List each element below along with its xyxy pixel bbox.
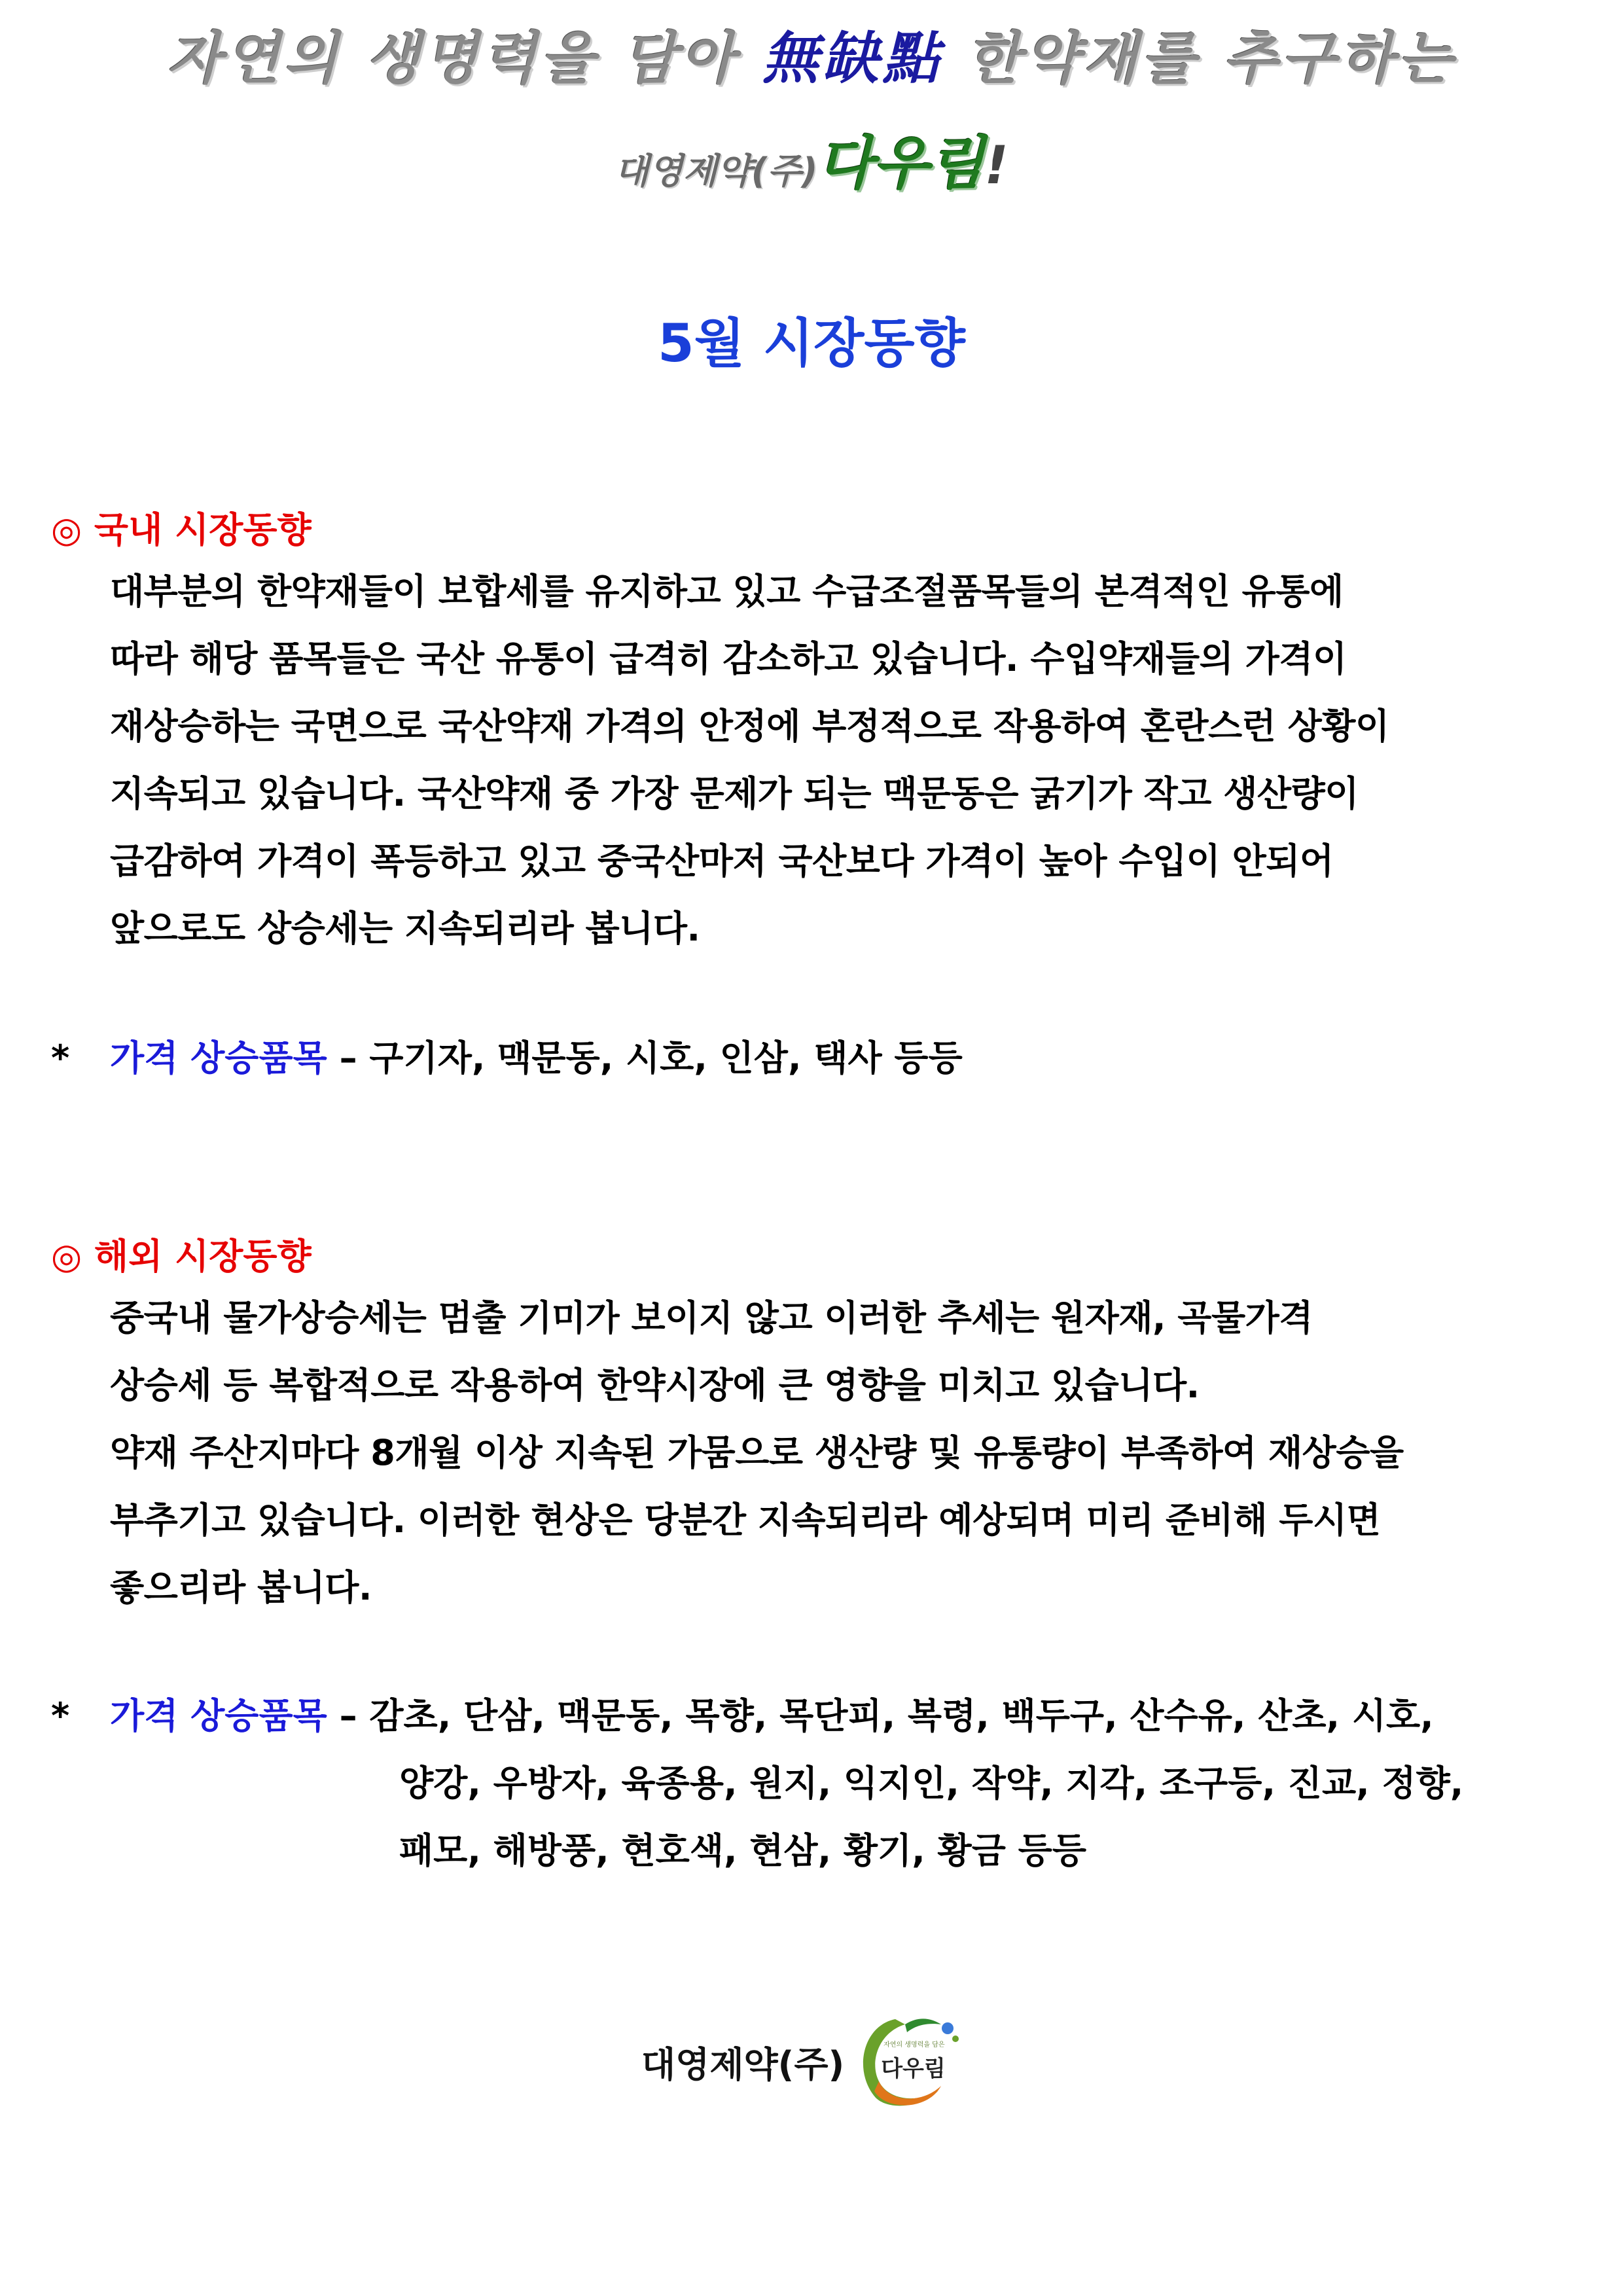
footer-logo [641, 2009, 967, 2114]
domestic-line: 지속되고 있습니다. 국산약재 중 가장 문제가 되는 맥문동은 굵기가 작고 생산량이 [110, 773, 1359, 814]
domestic-line: 대부분의 한약재들이 보합세를 유지하고 있고 수급조절품목들의 본격적인 유통에 [110, 571, 1344, 612]
overseas-line: 좋으리라 봅니다. [110, 1567, 372, 1608]
domestic-line: 따라 해당 품목들은 국산 유통이 급격히 감소하고 있습니다. 수입약재들의 가격이 [110, 638, 1347, 679]
domestic-price-items [51, 1024, 963, 1092]
banner-company: 대영제약(주) [615, 151, 818, 192]
overseas-line: 중국내 물가상승세는 멈출 기미가 보이지 않고 이러한 추세는 원자재, 곡물가격 [110, 1297, 1313, 1338]
page-title: 5월 시장동향 [658, 313, 965, 374]
overseas-line: 약재 주산지마다 8개월 이상 지속된 가뭄으로 생산량 및 유통량이 부족하여 재상승을 [110, 1432, 1404, 1473]
bullet-star: * [51, 1037, 70, 1079]
banner-slogan [0, 20, 1623, 98]
banner-slogan-part2: 한약재를 추구하는 [942, 26, 1456, 92]
overseas-line: 부추기고 있습니다. 이러한 현상은 당분간 지속되리라 예상되며 미리 준비해 두시면 [110, 1499, 1381, 1541]
overseas-heading: ◎ 해외 시장동향 [51, 1236, 312, 1277]
overseas-items-text: – 감초, 단삼, 맥문동, 목향, 목단피, 복령, 백두구, 산수유, 산초, 시호, [327, 1695, 1434, 1736]
domestic-items-label: 가격 상승품목 [110, 1037, 327, 1079]
overseas-items-label: 가격 상승품목 [110, 1695, 327, 1736]
domestic-items-text: – 구기자, 맥문동, 시호, 인삼, 택사 등등 [327, 1037, 963, 1079]
overseas-body [110, 1284, 1602, 1621]
banner-exclaim: ! [984, 135, 1008, 196]
banner-slogan-hanja: 無缺點 [762, 26, 943, 92]
footer-brand: 다우림 [881, 2056, 946, 2082]
banner-slogan-part1: 자연의 생명력을 담아 [166, 26, 762, 92]
bullet-star: * [51, 1695, 70, 1736]
overseas-price-items [51, 1682, 1434, 1749]
leaf-emblem-icon [849, 2013, 967, 2111]
domestic-line: 재상승하는 국면으로 국산약재 가격의 안정에 부정적으로 작용하여 혼란스런 상황이 [110, 706, 1389, 747]
banner-brand-line [0, 124, 1623, 219]
footer-company: 대영제약(주) [641, 2043, 845, 2085]
overseas-line: 상승세 등 복합적으로 작용하여 한약시장에 큰 영향을 미치고 있습니다. [110, 1365, 1200, 1406]
banner-brand: 다우림 [817, 130, 985, 197]
footer-tagline: 자연의 생명력을 담은 [883, 2041, 945, 2049]
overseas-items-cont: 패모, 해방풍, 현호색, 현삼, 황기, 황금 등등 [399, 1830, 1086, 1871]
domestic-line: 앞으로도 상승세는 지속되리라 봅니다. [110, 908, 700, 949]
overseas-items-cont: 양강, 우방자, 육종용, 원지, 익지인, 작약, 지각, 조구등, 진교, 정향, [399, 1763, 1464, 1804]
domestic-heading: ◎ 국내 시장동향 [51, 509, 312, 550]
domestic-body [110, 558, 1602, 962]
domestic-line: 급감하여 가격이 폭등하고 있고 중국산마저 국산보다 가격이 높아 수입이 안되어 [110, 840, 1334, 882]
